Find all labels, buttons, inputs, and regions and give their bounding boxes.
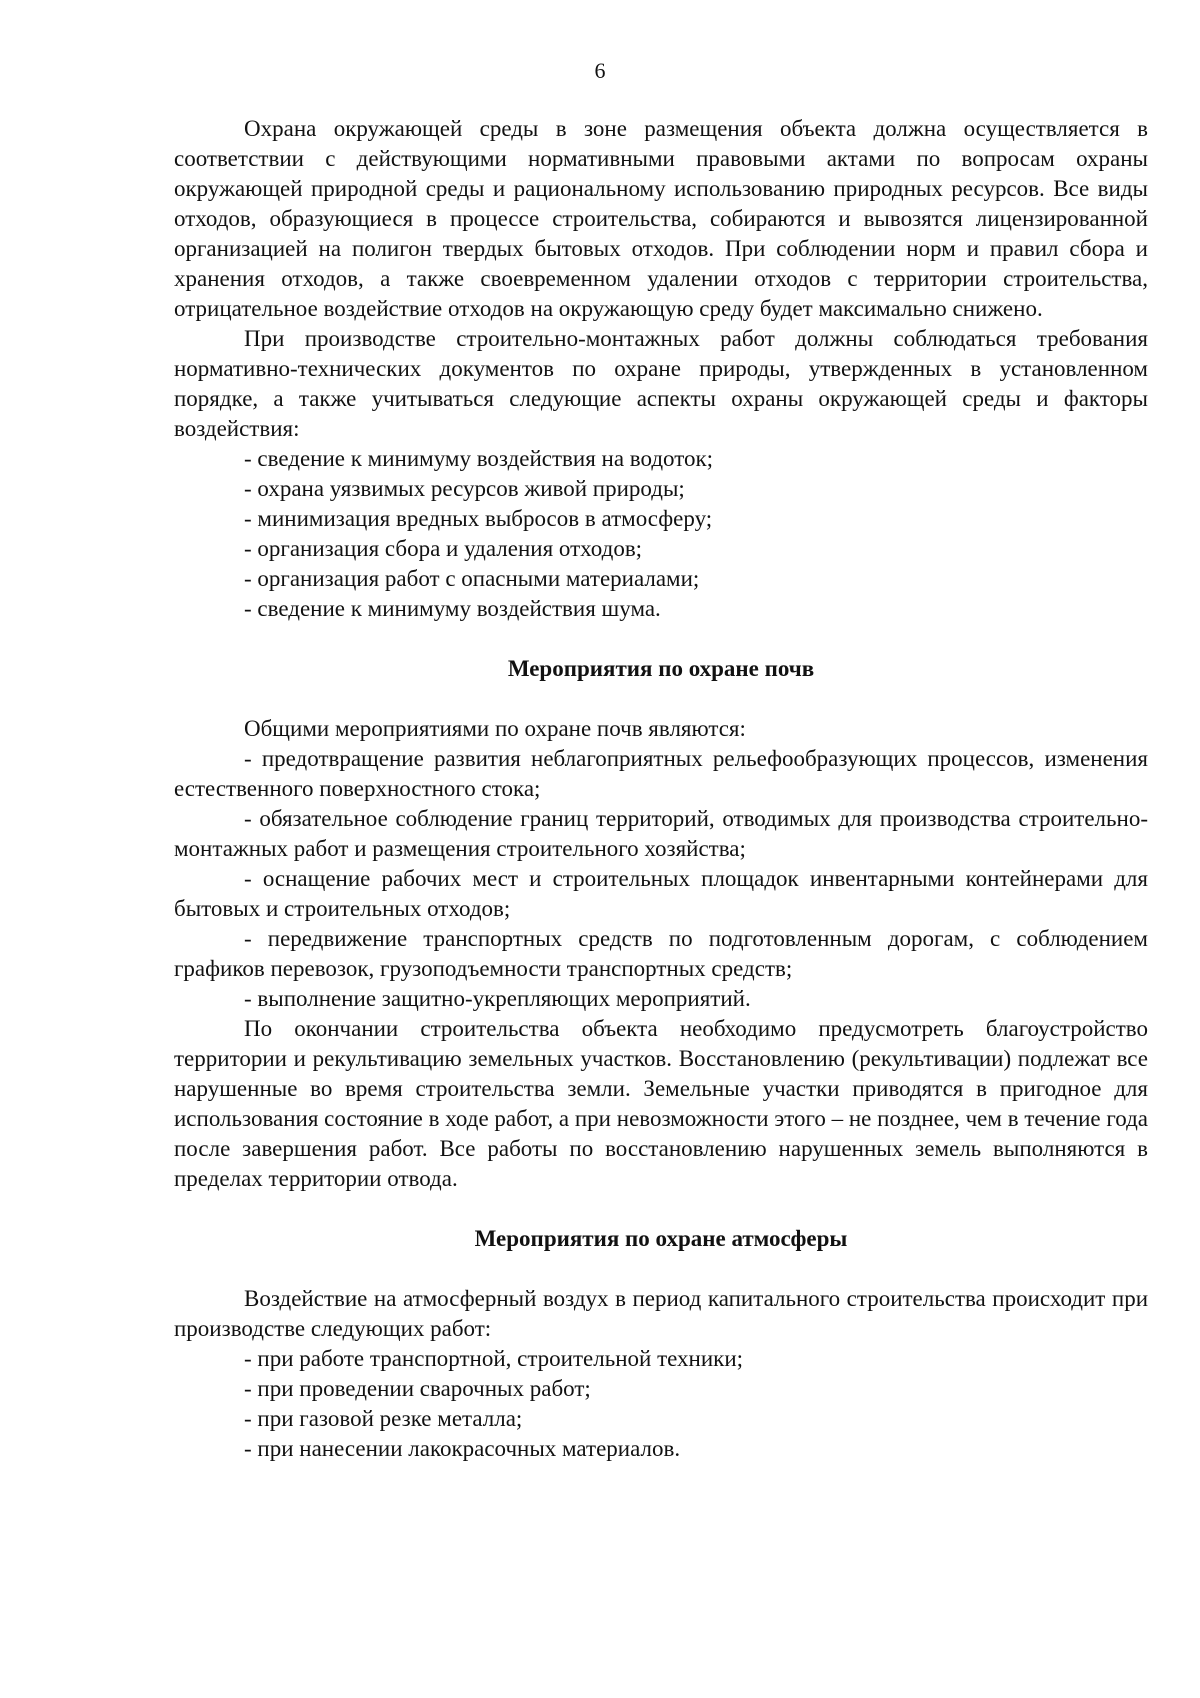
list-item: - при работе транспортной, строительной техники; [244, 1346, 744, 1371]
list-item: - охрана уязвимых ресурсов живой природы; [244, 476, 685, 501]
list-item: - при нанесении лакокрасочных материалов. [244, 1436, 681, 1461]
list-item: - организация сбора и удаления отходов; [244, 536, 643, 561]
list-item: - предотвращение развития неблагоприятных рельефообразующих процессов, изменения естественного поверхностного стока; [174, 746, 1148, 801]
spacer [174, 1194, 1148, 1224]
heading-atmosphere-protection: Мероприятия по охране атмосферы [474, 1226, 848, 1251]
paragraph-atmosphere-intro: Воздействие на атмосферный воздух в период капитального строительства происходит при производстве следующих работ: [174, 1286, 1148, 1341]
paragraph-soil-recultivation: По окончании строительства объекта необходимо предусмотреть благоустройство территории и рекультивацию земельных участков. Восстановлению (рекультивации) подлежат все нарушенные во время строительства земли. Земельные участки приводятся в пригодное для использования состояние в ходе работ, а при невозможности этого – не позднее, чем в течение года после завершения работ. Все работы по восстановлению нарушенных земель выполняются в пределах территории отвода. [174, 1016, 1148, 1191]
list-item: - сведение к минимуму воздействия на водоток; [244, 446, 714, 471]
paragraph-environment-protection: Охрана окружающей среды в зоне размещения объекта должна осуществляется в соответствии с действующими нормативными правовыми актами по вопросам охраны окружающей природной среды и рациональному использованию природных ресурсов. Все виды отходов, образующиеся в процессе строительства, собираются и вывозятся лицензированной организацией на полигон твердых бытовых отходов. При соблюдении норм и правил сбора и хранения отходов, а также своевременном удалении отходов с территории строительства, отрицательное воздействие отходов на окружающую среду будет максимально снижено. [174, 116, 1148, 321]
page-number: 6 [594, 58, 606, 83]
document-body [174, 114, 1148, 1464]
paragraph-soil-intro: Общими мероприятиями по охране почв являются: [244, 716, 746, 741]
spacer [174, 1254, 1148, 1284]
spacer [174, 624, 1148, 654]
list-item: - выполнение защитно-укрепляющих мероприятий. [244, 986, 751, 1011]
list-item: - при газовой резке металла; [244, 1406, 523, 1431]
list-item: - организация работ с опасными материалами; [244, 566, 700, 591]
heading-soil-protection: Мероприятия по охране почв [507, 656, 815, 681]
list-item: - сведение к минимуму воздействия шума. [244, 596, 661, 621]
list-item: - минимизация вредных выбросов в атмосферу; [244, 506, 713, 531]
list-item: - обязательное соблюдение границ территорий, отводимых для производства строительно-монтажных работ и размещения строительного хозяйства; [174, 806, 1148, 861]
paragraph-construction-requirements: При производстве строительно-монтажных работ должны соблюдаться требования нормативно-технических документов по охране природы, утвержденных в установленном порядке, а также учитываться следующие аспекты охраны окружающей среды и факторы воздействия: [174, 326, 1148, 441]
list-item: - при проведении сварочных работ; [244, 1376, 591, 1401]
list-item: - оснащение рабочих мест и строительных площадок инвентарными контейнерами для бытовых и строительных отходов; [174, 866, 1148, 921]
spacer [174, 684, 1148, 714]
list-item: - передвижение транспортных средств по подготовленным дорогам, с соблюдением графиков перевозок, грузоподъемности транспортных средств; [174, 926, 1148, 981]
